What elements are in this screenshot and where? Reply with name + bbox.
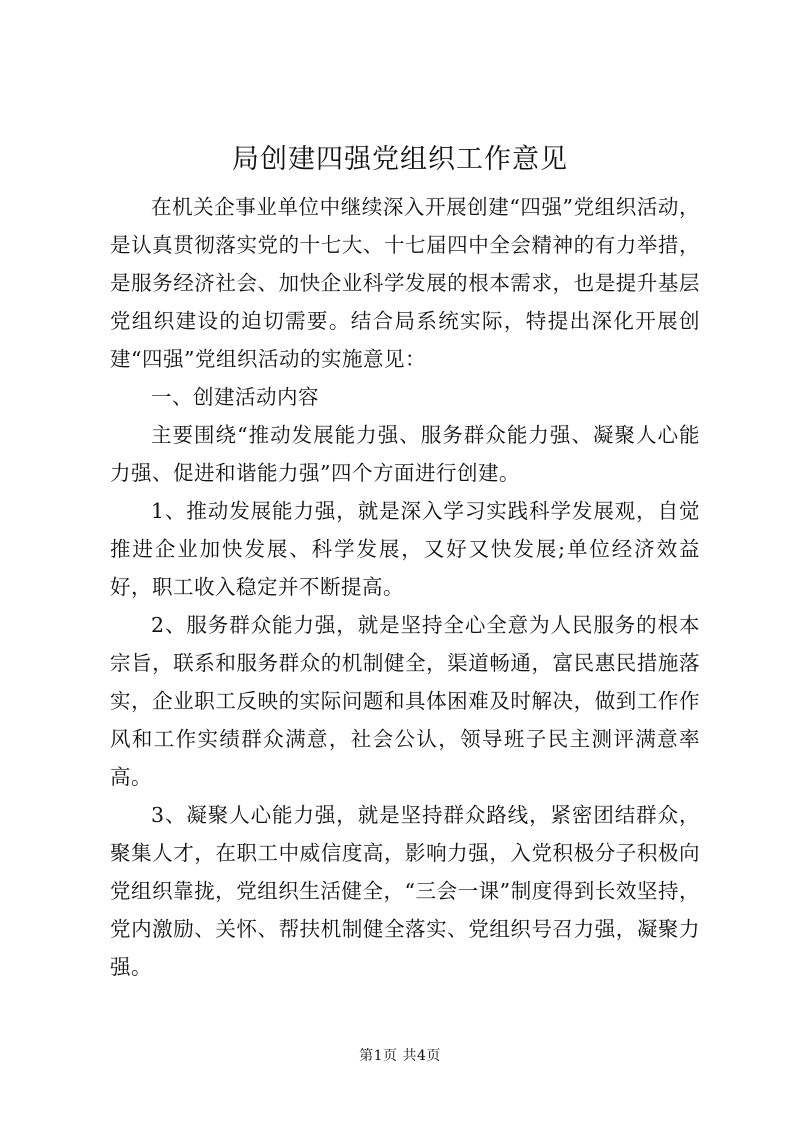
section-heading: 一、创建活动内容 xyxy=(151,385,319,409)
paragraph-overview: 主要围绕“推动发展能力强、服务群众能力强、凝聚人心能力强、促进和谐能力强”四个方面进行创建。 xyxy=(110,423,700,485)
paragraph-item-1: 1、推动发展能力强，就是深入学习实践科学发展观，自觉推进企业加快发展、科学发展，又好又快发展;单位经济效益好，职工收入稳定并不断提高。 xyxy=(110,499,700,599)
paragraph-item-2: 2、服务群众能力强，就是坚持全心全意为人民服务的根本宗旨，联系和服务群众的机制健全，渠道畅通，富民惠民措施落实，企业职工反映的实际问题和具体困难及时解决，做到工作作风和工作实绩群众满意，社会公认，领导班子民主测评满意率高。 xyxy=(110,613,700,789)
paragraph-item-3: 3、凝聚人心能力强，就是坚持群众路线，紧密团结群众，聚集人才，在职工中威信度高，影响力强，入党积极分子积极向党组织靠拢，党组织生活健全，“三会一课”制度得到长效坚持，党内激励、关怀、帮扶机制健全落实、党组织号召力强，凝聚力强。 xyxy=(110,803,700,979)
paragraph-intro: 在机关企事业单位中继续深入开展创建“四强”党组织活动，是认真贯彻落实党的十七大、十七届四中全会精神的有力举措，是服务经济社会、加快企业科学发展的根本需求，也是提升基层党组织建设的迫切需要。结合局系统实际，特提出深化开展创建“四强”党组织活动的实施意见： xyxy=(110,195,700,371)
document-title: 局创建四强党组织工作意见 xyxy=(232,144,568,175)
document-body xyxy=(110,188,700,986)
page-number-footer: 第1页 共4页 xyxy=(359,1048,441,1064)
